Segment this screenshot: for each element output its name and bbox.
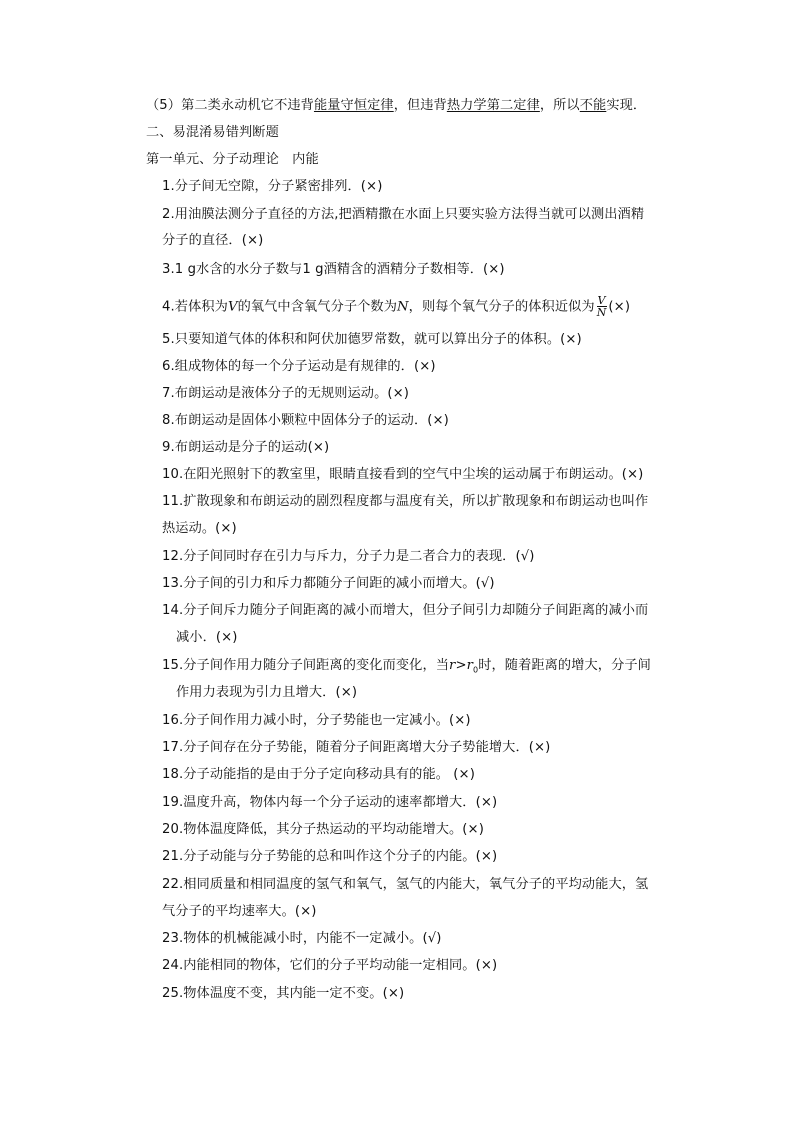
item-14-line-2: 减小．(×)	[176, 630, 238, 645]
item-4-fraction	[596, 295, 608, 318]
fraction-numerator: V	[597, 294, 606, 307]
item-17: 17.分子间存在分子势能，随着分子间距离增大分子势能增大．(×)	[162, 740, 551, 755]
item-25: 25.物体温度不变，其内能一定不变。(×)	[162, 986, 405, 1001]
item-15-var-r0: r	[466, 658, 473, 673]
item-4-prefix: 4.若体积为	[162, 299, 228, 315]
item-23: 23.物体的机械能减小时，内能不一定减小。(√)	[162, 931, 442, 946]
item-2-line-2: 分子的直径．(×)	[162, 233, 264, 248]
item-11-line-2: 热运动。(×)	[162, 521, 237, 536]
item-20: 20.物体温度降低，其分子热运动的平均动能增大。(×)	[162, 822, 484, 837]
item-9: 9.布朗运动是分子的运动(×)	[162, 440, 330, 455]
item-19: 19.温度升高，物体内每一个分子运动的速率都增大．(×)	[162, 795, 498, 810]
item-6: 6.组成物体的每一个分子运动是有规律的．(×)	[162, 359, 436, 374]
item-15-subscript: 0	[473, 665, 479, 675]
item-4-mid-2: ，则每个氧气分子的体积近似为	[408, 299, 595, 315]
item-16: 16.分子间作用力减小时，分子势能也一定减小。(×)	[162, 713, 471, 728]
intro-underline-thermo: 热力学第二定律	[446, 98, 540, 113]
item-7: 7.布朗运动是液体分子的无规则运动。(×)	[162, 386, 410, 401]
unit-title: 第一单元、分子动理论 内能	[146, 152, 319, 167]
item-10: 10.在阳光照射下的教室里，眼睛直接看到的空气中尘埃的运动属于布朗运动。(×)	[162, 467, 644, 482]
item-4-var-v: V	[227, 299, 238, 315]
item-22-line-1: 22.相同质量和相同温度的氢气和氧气，氢气的内能大，氧气分子的平均动能大，氢	[162, 877, 649, 892]
item-2-line-1: 2.用油膜法测分子直径的方法,把酒精撒在水面上只要实验方法得当就可以测出酒精	[162, 207, 645, 222]
section-title: 二、易混淆易错判断题	[146, 125, 279, 140]
item-1: 1.分子间无空隙，分子紧密排列．(×)	[162, 179, 383, 194]
intro-suffix: 实现．	[606, 98, 647, 113]
item-13: 13.分子间的引力和斥力都随分子间距的减小而增大。(√)	[162, 576, 495, 591]
item-15-line-2: 作用力表现为引力且增大．(×)	[176, 685, 358, 700]
item-8: 8.布朗运动是固体小颗粒中固体分子的运动．(×)	[162, 413, 449, 428]
item-4-mid-1: 的氧气中含氧气分子个数为	[237, 299, 398, 315]
item-18: 18.分子动能指的是由于分子定向移动具有的能。 (×)	[162, 767, 475, 782]
item-5: 5.只要知道气体的体积和阿伏加德罗常数，就可以算出分子的体积。(×)	[162, 332, 582, 347]
item-15-var-r: r	[449, 658, 456, 673]
item-4	[162, 295, 630, 318]
item-4-suffix: (×)	[608, 299, 631, 315]
intro-mid-1: ，但违背	[393, 98, 447, 113]
item-21: 21.分子动能与分子势能的总和叫作这个分子的内能。(×)	[162, 849, 498, 864]
item-15-prefix: 15.分子间作用力随分子间距离的变化而变化，当	[162, 658, 450, 673]
item-15-suffix: 时，随着距离的增大，分子间	[478, 658, 651, 673]
fraction-denominator: N	[596, 306, 607, 319]
intro-line	[146, 97, 646, 115]
item-4-var-n: N	[397, 299, 409, 315]
item-11-line-1: 11.扩散现象和布朗运动的剧烈程度都与温度有关，所以扩散现象和布朗运动也叫作	[162, 494, 649, 509]
item-22-line-2: 气分子的平均速率大。(×)	[162, 904, 317, 919]
intro-underline-cannot: 不能	[579, 98, 607, 113]
intro-prefix: （5）第二类永动机它不违背	[146, 98, 314, 113]
item-12: 12.分子间同时存在引力与斥力，分子力是二者合力的表现．(√)	[162, 549, 535, 564]
item-15-gt: >	[455, 658, 467, 673]
intro-underline-energy: 能量守恒定律	[313, 98, 394, 113]
item-14-line-1: 14.分子间斥力随分子间距离的减小而增大，但分子间引力却随分子间距离的减小而	[162, 603, 649, 618]
intro-mid-2: ，所以	[539, 98, 580, 113]
item-15-line-1	[162, 657, 651, 680]
item-24: 24.内能相同的物体，它们的分子平均动能一定相同。(×)	[162, 958, 498, 973]
item-3: 3.1 g水含的水分子数与1 g酒精含的酒精分子数相等．(×)	[162, 262, 505, 277]
